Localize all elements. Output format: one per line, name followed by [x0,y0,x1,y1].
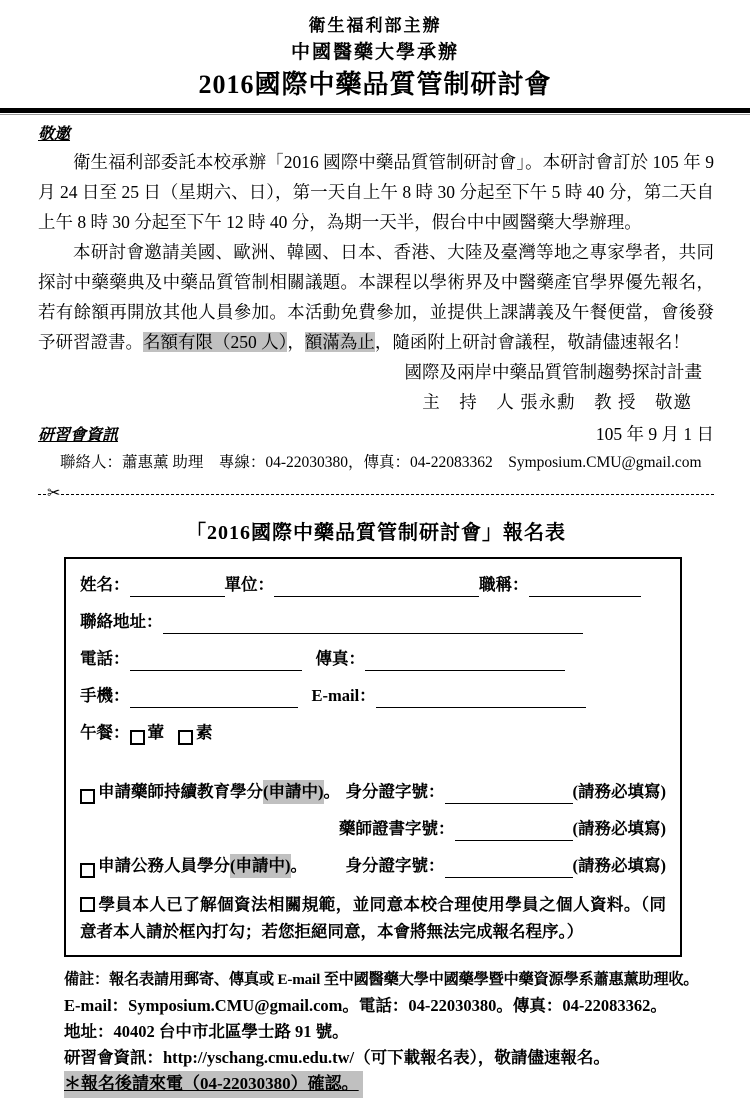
pharmacist-credit-label: 申請藥師持續教育學分 [98,782,263,801]
note-address: 地址：40402 台中市北區學士路 91 號。 [64,1022,349,1041]
name-label: 姓名： [80,575,130,594]
lunch-label: 午餐： [80,723,130,742]
pharmacist-credit-checkbox[interactable] [80,789,95,804]
address-field-blank[interactable] [163,612,583,634]
civil-servant-id-group [346,854,667,878]
scissors-icon: ✂ [47,485,61,502]
civil-id-field-blank[interactable] [445,856,573,878]
fax-label: 傳真： [315,649,365,668]
paragraph-2-text: 本研討會邀請美國、歐洲、韓國、日本、香港、大陸及臺灣等地之專家學者，共同探討中藥藥典及中藥品質管制相關議題。本課程以學術界及中醫藥產官學界優先報名，若有餘額再開放其他人員參加。本活動免費參加，並提供上課講義及午餐便當，會後發予研習證書。 [38,242,714,352]
pharmacist-id-field-blank[interactable] [445,782,573,804]
civil-id-number-label: 身分證字號： [345,856,445,875]
form-title: 「2016國際中藥品質管制研討會」報名表 [186,522,566,544]
page-title: 2016國際中藥品質管制研討會 [198,70,552,99]
cert-required-note: (請務必填寫) [572,819,666,838]
form-row-name-unit-job [80,573,666,597]
document-date: 105 年 9 月 1 日 [595,424,714,444]
pharmacist-cert-field-blank[interactable] [455,819,573,841]
note-confirm-wrap [64,1071,714,1098]
note-contact: E-mail：Symposium.CMU@gmail.com。電話：04-22030380。傳真：04-22083362。 [64,996,667,1015]
pharmacist-cert-label: 藥師證書字號： [339,819,455,838]
fax-field-blank[interactable] [365,649,565,671]
consent-row [80,891,666,945]
header-rule-thick [0,108,750,113]
civil-servant-credit-label: 申請公務人員學分 [98,856,230,875]
cut-line [38,484,714,504]
info-heading-row [38,421,714,448]
note-remark: 備註：報名表請用郵寄、傳真或 E-mail 至中國醫藥大學中國藥學暨中藥資源學系蕭惠薰助理收。 [64,971,699,988]
lunch-meat-label: 葷 [147,723,164,742]
id-number-label: 身分證字號： [345,782,445,801]
header-rule [0,108,750,115]
mobile-label: 手機： [80,686,130,705]
civil-servant-credit-checkbox[interactable] [80,863,95,878]
form-row-pharmacist-cert [80,817,666,841]
civil-id-required-note: (請務必填寫) [572,856,666,875]
footer-notes [64,967,714,1098]
consent-checkbox[interactable] [80,897,95,912]
address-label: 聯絡地址： [80,612,163,631]
id-required-note: (請務必填寫) [572,782,666,801]
cut-line-lead-dash [38,494,46,495]
document-header [0,0,750,103]
form-row-lunch [80,721,666,745]
contact-line: 聯絡人：蕭惠薰 助理 專線：04-22030380，傳真：04-22083362 Symposium.CMU@gmail.com [60,454,702,471]
form-spacer [80,758,666,780]
registration-form-box [64,557,682,957]
pharmacist-id-group [346,780,667,804]
pharmacist-credit-period: 。 [323,782,340,801]
consent-text: 學員本人已了解個資法相關規範，並同意本校合理使用學員之個人資料。（同意者本人請於框內打勾；若您拒絕同意，本會將無法完成報名程序。） [80,895,666,941]
signature-chair: 主 持 人 張永勳 教 授 敬邀 [422,392,692,412]
signature-project: 國際及兩岸中藥品質管制趨勢探討計畫 [404,362,702,382]
form-row-civil-servant-credit [80,854,666,878]
unit-label: 單位： [224,575,274,594]
lunch-veg-checkbox[interactable] [178,730,193,745]
form-row-pharmacist-credit [80,780,666,804]
paragraph-2-tail: ，隨函附上研討會議程，敬請儘速報名！ [374,332,690,352]
note-website: 研習會資訊：http://yschang.cmu.edu.tw/（可下載報名表），敬請儘速報名。 [64,1048,610,1067]
invite-paragraph-1: 衛生福利部委託本校承辦「2016 國際中藥品質管制研討會」。本研討會訂於 105 年 9 月 24 日至 25 日（星期六、日），第一天自上午 8 時 30 分起至下午 5 時 40 分，第二天自上午 8 時 30 分起至下午 12 時 40 分，為期一天半，假台中中國醫藥大學辦理。 [38,152,714,232]
invite-paragraph-2 [38,237,714,357]
mobile-field-blank[interactable] [130,686,298,708]
note-confirm-highlight: ＊報名後請來電（04-22030380）確認。 [64,1071,363,1098]
job-title-field-blank[interactable] [529,575,641,597]
form-row-phone-fax [80,647,666,671]
info-section-heading: 研習會資訊 [38,427,119,444]
pharmacist-credit-status-highlight: (申請中) [263,780,324,804]
document-body [0,115,750,1098]
civil-servant-credit-status-highlight: (申請中) [230,854,291,878]
phone-label: 電話： [80,649,130,668]
invite-section-heading: 敬邀 [38,126,71,143]
unit-field-blank[interactable] [274,575,479,597]
civil-servant-credit-period: 。 [290,856,307,875]
host-line: 中國醫藥大學承辦 [290,42,459,63]
pharmacist-cert-group [339,817,666,841]
form-row-address [80,610,666,634]
deadline-highlight: 額滿為止 [304,332,375,352]
job-title-label: 職稱： [479,575,529,594]
paragraph-2-comma: ， [287,332,305,352]
lunch-veg-label: 素 [196,723,213,742]
lunch-meat-checkbox[interactable] [130,730,145,745]
name-field-blank[interactable] [130,575,225,597]
email-label: E-mail： [311,686,376,705]
cut-line-dashes [61,494,714,495]
capacity-highlight: 名額有限（250 人） [143,332,288,352]
form-row-mobile-email [80,684,666,708]
phone-field-blank[interactable] [130,649,302,671]
organizer-line: 衛生福利部主辦 [308,16,442,35]
email-field-blank[interactable] [376,686,586,708]
